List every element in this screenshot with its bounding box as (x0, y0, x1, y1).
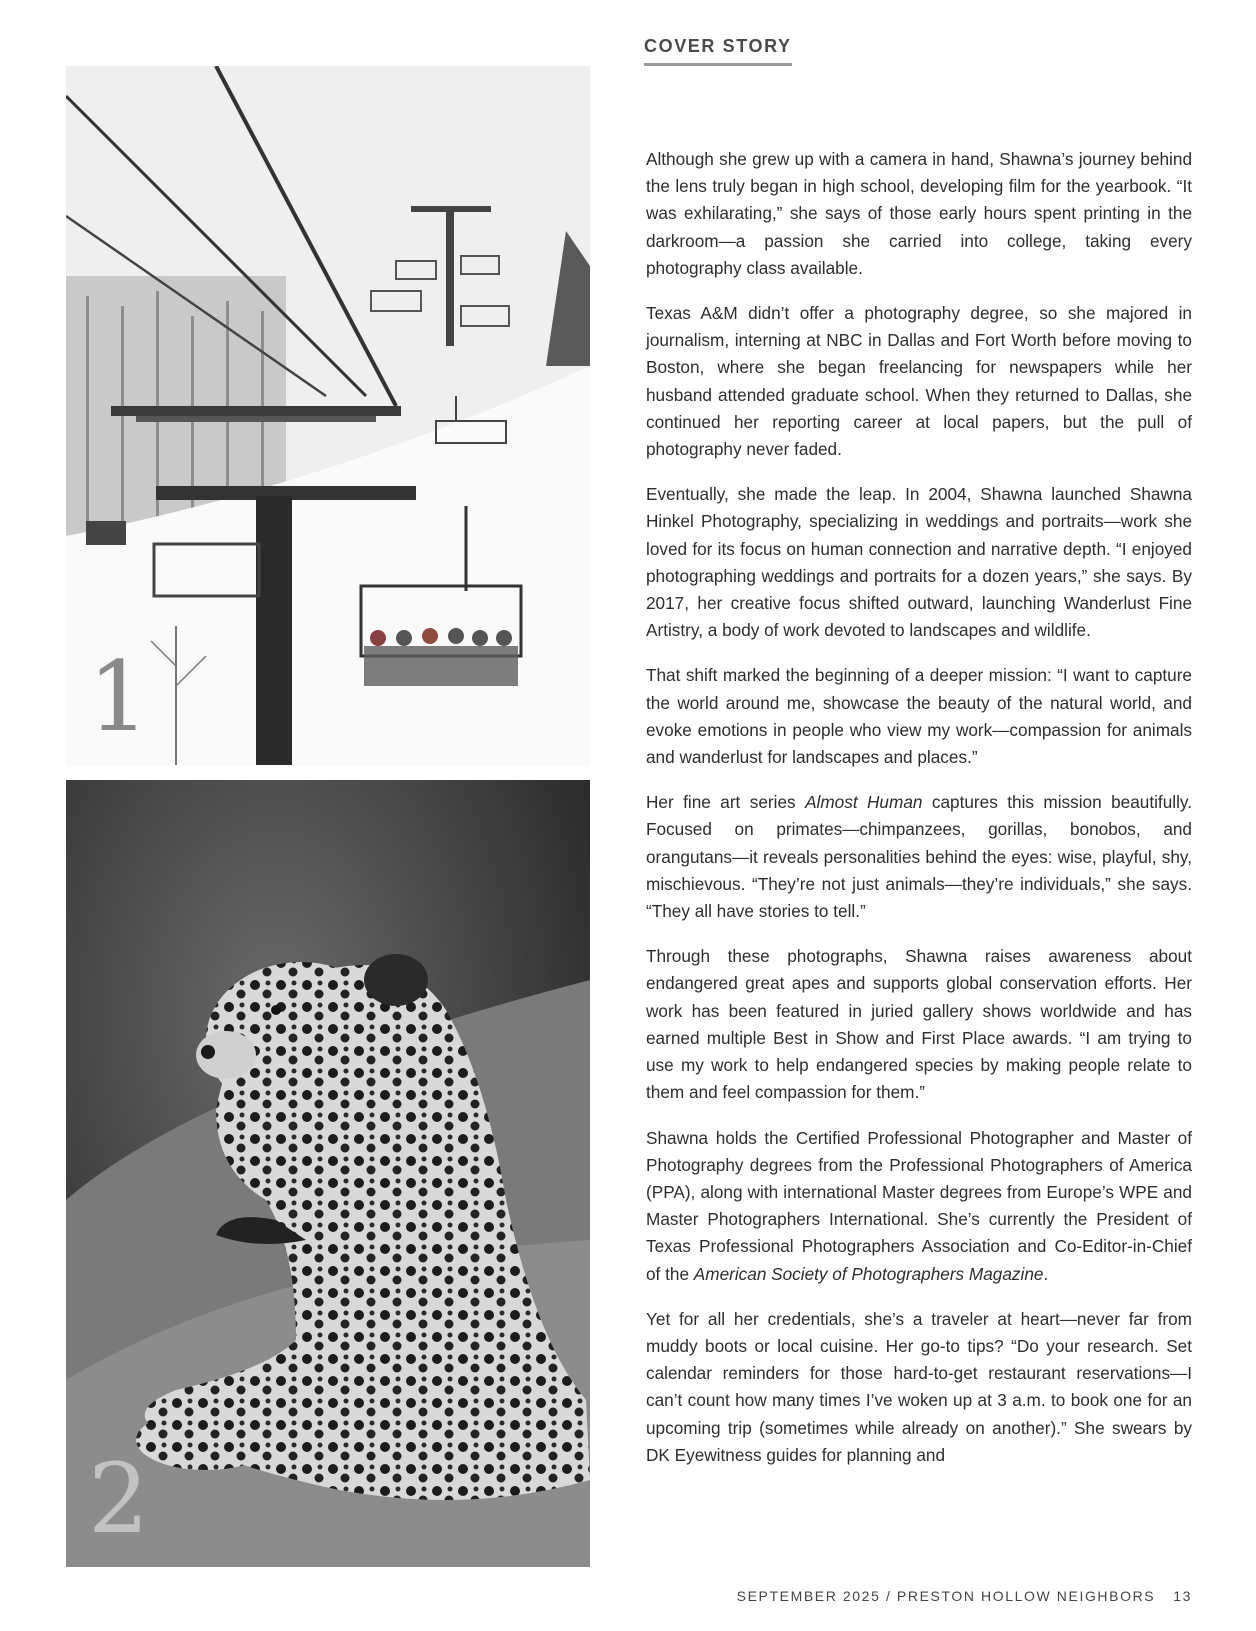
photo-number-1: 1 (88, 641, 150, 753)
article-paragraph: Yet for all her credentials, she’s a traveler at heart—never far from muddy boots or local cuisine. Her go-to tips? “Do your research. Set calendar reminders for those hard-to-get restaurant reservations—I can’t count how many times I’ve woken up at 3 a.m. to book one for an upcoming trip (sometimes while already on another).” She swears by DK Eyewitness guides for planning and (646, 1308, 1192, 1465)
article-body (646, 146, 1192, 1487)
magazine-title: American Society of Photographers Magazine (693, 1263, 1044, 1284)
paragraph-text: Her fine art series (646, 792, 806, 813)
article-paragraph (646, 789, 1192, 925)
page-footer (737, 1588, 1192, 1604)
article-paragraph (646, 1125, 1192, 1288)
paragraph-text: Shawna holds the Certified Professional Photographer and Master of Photography degrees from the Professional Photographers of America (PPA), along with international Master degrees from Europe’s WPE and Master Photographers International. She’s currently the President of Texas Professional Photographers Association and Co-Editor-in-Chief of the (646, 1127, 1192, 1284)
photo-jaguar (66, 780, 590, 1567)
article-paragraph: That shift marked the beginning of a deeper mission: “I want to capture the world around me, showcase the beauty of the natural world, and evoke emotions in people who view my work—compassion for animals and wanderlust for landscapes and places.” (646, 665, 1192, 768)
section-label: COVER STORY (644, 36, 792, 66)
article-paragraph: Although she grew up with a camera in hand, Shawna’s journey behind the lens truly began in high school, developing film for the yearbook. “It was exhilarating,” she says of those early hours spent printing in the darkroom—a passion she carried into college, taking every photography class available. (646, 149, 1192, 278)
issue-label: SEPTEMBER 2025 / PRESTON HOLLOW NEIGHBORS (736, 1588, 1156, 1604)
photo-ski-lift (66, 66, 590, 765)
article-paragraph: Eventually, she made the leap. In 2004, Shawna launched Shawna Hinkel Photography, specializing in weddings and portraits—work she loved for its focus on human connection and narrative depth. “I enjoyed photographing weddings and portraits for a dozen years,” she says. By 2017, her creative focus shifted outward, launching Wanderlust Fine Artistry, a body of work devoted to landscapes and wildlife. (646, 484, 1192, 641)
photo-number-2: 2 (88, 1443, 150, 1555)
article-paragraph: Through these photographs, Shawna raises awareness about endangered great apes and supports global conservation efforts. Her work has been featured in juried gallery shows worldwide and has earned multiple Best in Show and First Place awards. “I am trying to use my work to help endangered species by making people relate to them and feel compassion for them.” (646, 946, 1192, 1103)
series-title: Almost Human (805, 792, 923, 813)
paragraph-text: . (1043, 1263, 1049, 1284)
article-paragraph: Texas A&M didn’t offer a photography degree, so she majored in journalism, interning at NBC in Dallas and Fort Worth before moving to Boston, where she began freelancing for newspapers while her husband attended graduate school. When they returned to Dallas, she continued her reporting career at local papers, but the pull of photography never faded. (646, 303, 1192, 460)
page-number: 13 (1173, 1588, 1192, 1604)
paragraph-text: captures this mission beautifully. Focused on primates—chimpanzees, gorillas, bonobos, and orangutans—it reveals personalities behind the eyes: wise, playful, shy, mischievous. “They’re not just animals—they’re individuals,” she says. “They all have stories to tell.” (646, 792, 1192, 922)
